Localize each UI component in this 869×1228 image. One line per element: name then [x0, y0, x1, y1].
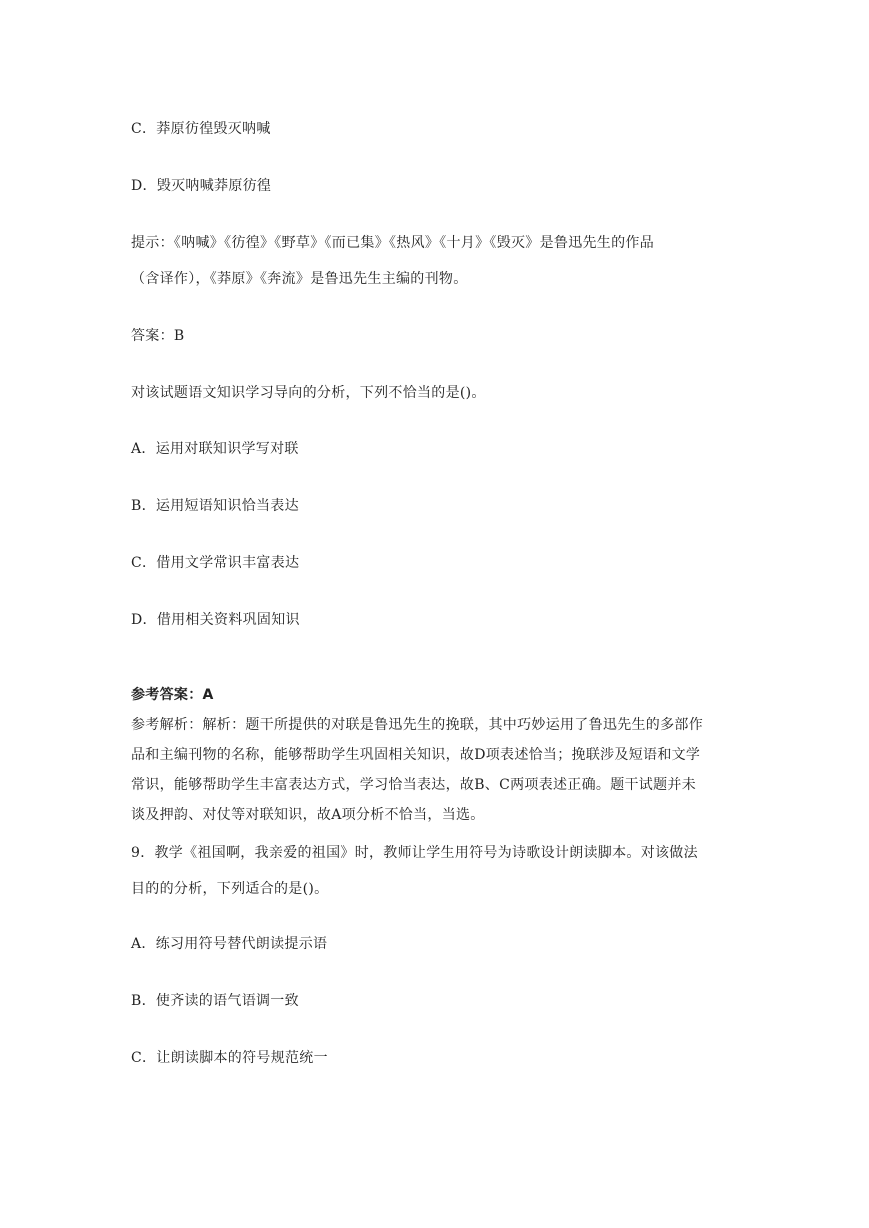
q8-answer: 答案：B — [131, 328, 185, 344]
sub-option-d: D．借用相关资料巩固知识 — [131, 612, 300, 628]
hint-line-2: （含译作），《莽原》《奔流》是鲁迅先生主编的刊物。 — [131, 271, 468, 287]
q8-option-c: C．莽原彷徨毁灭呐喊 — [131, 121, 271, 137]
sub-option-a: A．运用对联知识学写对联 — [131, 441, 299, 457]
sub-question: 对该试题语文知识学习导向的分析，下列不恰当的是()。 — [131, 385, 486, 401]
q9-question-line-2: 目的的分析，下列适合的是()。 — [131, 881, 329, 897]
q9-question-line-1: 9．教学《祖国啊，我亲爱的祖国》时，教师让学生用符号为诗歌设计朗读脚本。对该做法 — [131, 845, 698, 861]
reference-analysis-line-4: 谈及押韵、对仗等对联知识，故A项分析不恰当，当选。 — [131, 807, 485, 823]
hint-line-1: 提示：《呐喊》《彷徨》《野草》《而已集》《热风》《十月》《毁灭》是鲁迅先生的作品 — [131, 235, 654, 251]
sub-option-b: B．运用短语知识恰当表达 — [131, 498, 299, 514]
reference-analysis-line-1: 参考解析：解析：题干所提供的对联是鲁迅先生的挽联，其中巧妙运用了鲁迅先生的多部作 — [131, 717, 703, 733]
q9-option-b: B．使齐读的语气语调一致 — [131, 993, 299, 1009]
q9-option-a: A．练习用符号替代朗读提示语 — [131, 936, 328, 952]
q9-option-c: C．让朗读脚本的符号规范统一 — [131, 1050, 328, 1066]
reference-analysis-line-2: 品和主编刊物的名称，能够帮助学生巩固相关知识，故D项表述恰当；挽联涉及短语和文学 — [131, 747, 701, 763]
reference-answer: 参考答案：A — [131, 687, 214, 703]
q8-option-d: D．毁灭呐喊莽原彷徨 — [131, 178, 272, 194]
sub-option-c: C．借用文学常识丰富表达 — [131, 555, 300, 571]
reference-analysis-line-3: 常识，能够帮助学生丰富表达方式，学习恰当表达，故B、C两项表述正确。题干试题并未 — [131, 777, 696, 793]
